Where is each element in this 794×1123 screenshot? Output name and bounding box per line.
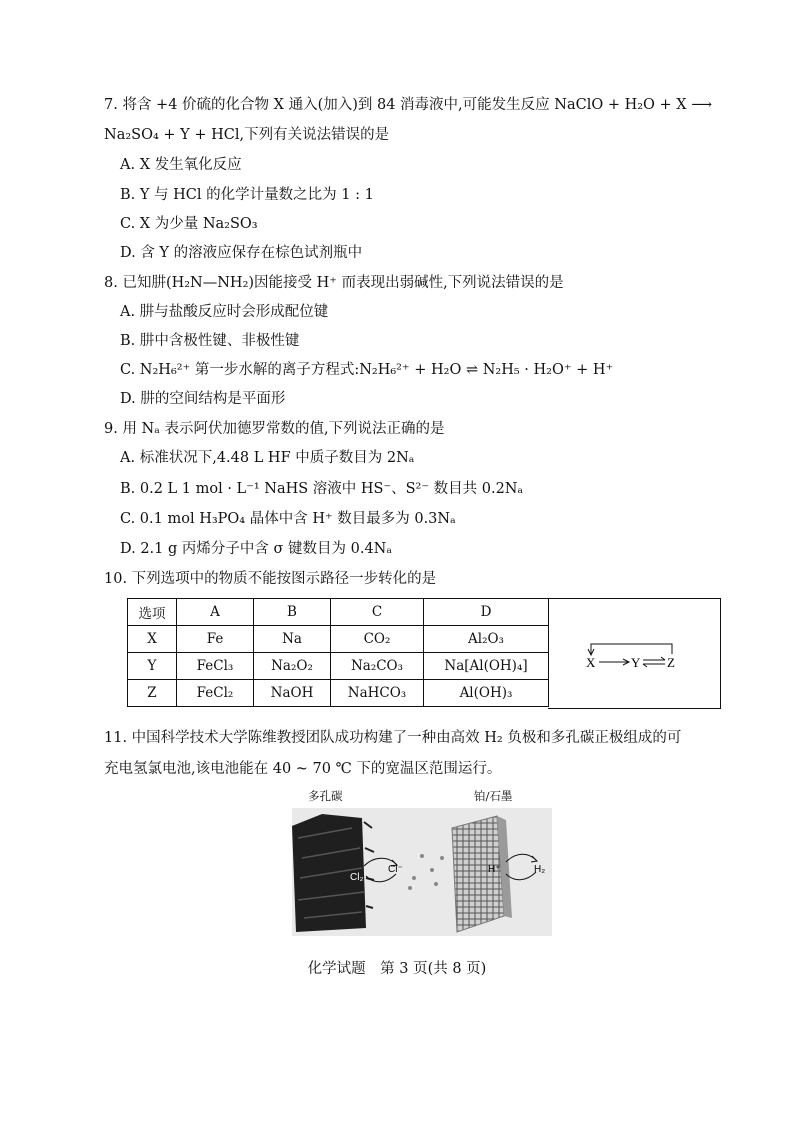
table-cell: A bbox=[177, 599, 254, 626]
q9-stem: 9. 用 Nₐ 表示阿伏加德罗常数的值,下列说法正确的是 bbox=[104, 421, 445, 437]
diagram-x-label: X bbox=[586, 655, 596, 670]
pt-graphite-label: 铂/石墨 bbox=[474, 789, 513, 803]
q7-option-a: A. X 发生氧化反应 bbox=[120, 157, 242, 173]
q9-option-c: C. 0.1 mol H₃PO₄ 晶体中含 H⁺ 数目最多为 0.3Nₐ bbox=[120, 511, 456, 527]
table-cell: NaHCO₃ bbox=[331, 680, 424, 707]
q10-stem: 10. 下列选项中的物质不能按图示路径一步转化的是 bbox=[104, 571, 437, 587]
page-footer: 化学试题 第 3 页(共 8 页) bbox=[307, 961, 487, 977]
table-cell: NaOH bbox=[254, 680, 331, 707]
q7-option-c: C. X 为少量 Na₂SO₃ bbox=[120, 216, 258, 232]
table-cell: Al₂O₃ bbox=[424, 626, 549, 653]
table-cell: D bbox=[424, 599, 549, 626]
cl2-label: Cl₂ bbox=[350, 872, 364, 883]
table-cell: 选项 bbox=[128, 599, 177, 626]
table-header-row bbox=[128, 599, 549, 626]
q11-stem-line2: 充电氢氯电池,该电池能在 40 ~ 70 ℃ 下的宽温区范围运行。 bbox=[104, 761, 502, 777]
table-cell: Na bbox=[254, 626, 331, 653]
table-row bbox=[128, 653, 549, 680]
table-row bbox=[128, 626, 549, 653]
table-cell: Z bbox=[128, 680, 177, 707]
q8-option-b: B. 肼中含极性键、非极性键 bbox=[120, 333, 300, 349]
q8-stem: 8. 已知肼(H₂N—NH₂)因能接受 H⁺ 而表现出弱碱性,下列说法错误的是 bbox=[104, 275, 564, 291]
q9-option-d: D. 2.1 g 丙烯分子中含 σ 键数目为 0.4Nₐ bbox=[120, 541, 392, 557]
table-cell: X bbox=[128, 626, 177, 653]
q7-option-b: B. Y 与 HCl 的化学计量数之比为 1 : 1 bbox=[120, 187, 374, 203]
h2-label: H₂ bbox=[534, 864, 546, 875]
q7-stem-line1: 7. 将含 +4 价硫的化合物 X 通入(加入)到 84 消毒液中,可能发生反应 NaClO + H₂O + X ⟶ bbox=[104, 97, 713, 113]
battery-illustration-svg bbox=[292, 808, 552, 936]
cl-ion-label: Cl⁻ bbox=[388, 864, 403, 875]
battery-illustration bbox=[292, 808, 552, 936]
q7-option-d: D. 含 Y 的溶液应保存在棕色试剂瓶中 bbox=[120, 245, 363, 261]
h-ion-label: H⁺ bbox=[488, 864, 501, 875]
q9-option-a: A. 标准状况下,4.48 L HF 中质子数目为 2Nₐ bbox=[120, 450, 415, 466]
table-cell: FeCl₃ bbox=[177, 653, 254, 680]
conversion-arrows bbox=[548, 599, 719, 708]
conversion-path-diagram bbox=[548, 598, 721, 709]
table-cell: FeCl₂ bbox=[177, 680, 254, 707]
q8-option-c: C. N₂H₆²⁺ 第一步水解的离子方程式:N₂H₆²⁺ + H₂O ⇌ N₂H₅ · H₂O⁺ + H⁺ bbox=[120, 362, 614, 378]
table-cell: B bbox=[254, 599, 331, 626]
q11-stem-line1: 11. 中国科学技术大学陈维教授团队成功构建了一种由高效 H₂ 负极和多孔碳正极组成的可 bbox=[104, 730, 682, 746]
diagram-z-label: Z bbox=[667, 655, 675, 670]
table-cell: Na[Al(OH)₄] bbox=[424, 653, 549, 680]
q10-options-table bbox=[127, 598, 549, 707]
q8-option-a: A. 肼与盐酸反应时会形成配位键 bbox=[120, 304, 329, 320]
diagram-y-label: Y bbox=[631, 655, 641, 670]
table-cell: Na₂O₂ bbox=[254, 653, 331, 680]
table-cell: Na₂CO₃ bbox=[331, 653, 424, 680]
table-row bbox=[128, 680, 549, 707]
table-cell: Al(OH)₃ bbox=[424, 680, 549, 707]
table-cell: CO₂ bbox=[331, 626, 424, 653]
table-cell: Y bbox=[128, 653, 177, 680]
q9-option-b: B. 0.2 L 1 mol · L⁻¹ NaHS 溶液中 HS⁻、S²⁻ 数目共 0.2Nₐ bbox=[120, 481, 524, 497]
table-cell: Fe bbox=[177, 626, 254, 653]
porous-carbon-label: 多孔碳 bbox=[308, 789, 343, 803]
q8-option-d: D. 肼的空间结构是平面形 bbox=[120, 391, 286, 407]
q7-stem-line2: Na₂SO₄ + Y + HCl,下列有关说法错误的是 bbox=[104, 127, 390, 143]
table-cell: C bbox=[331, 599, 424, 626]
